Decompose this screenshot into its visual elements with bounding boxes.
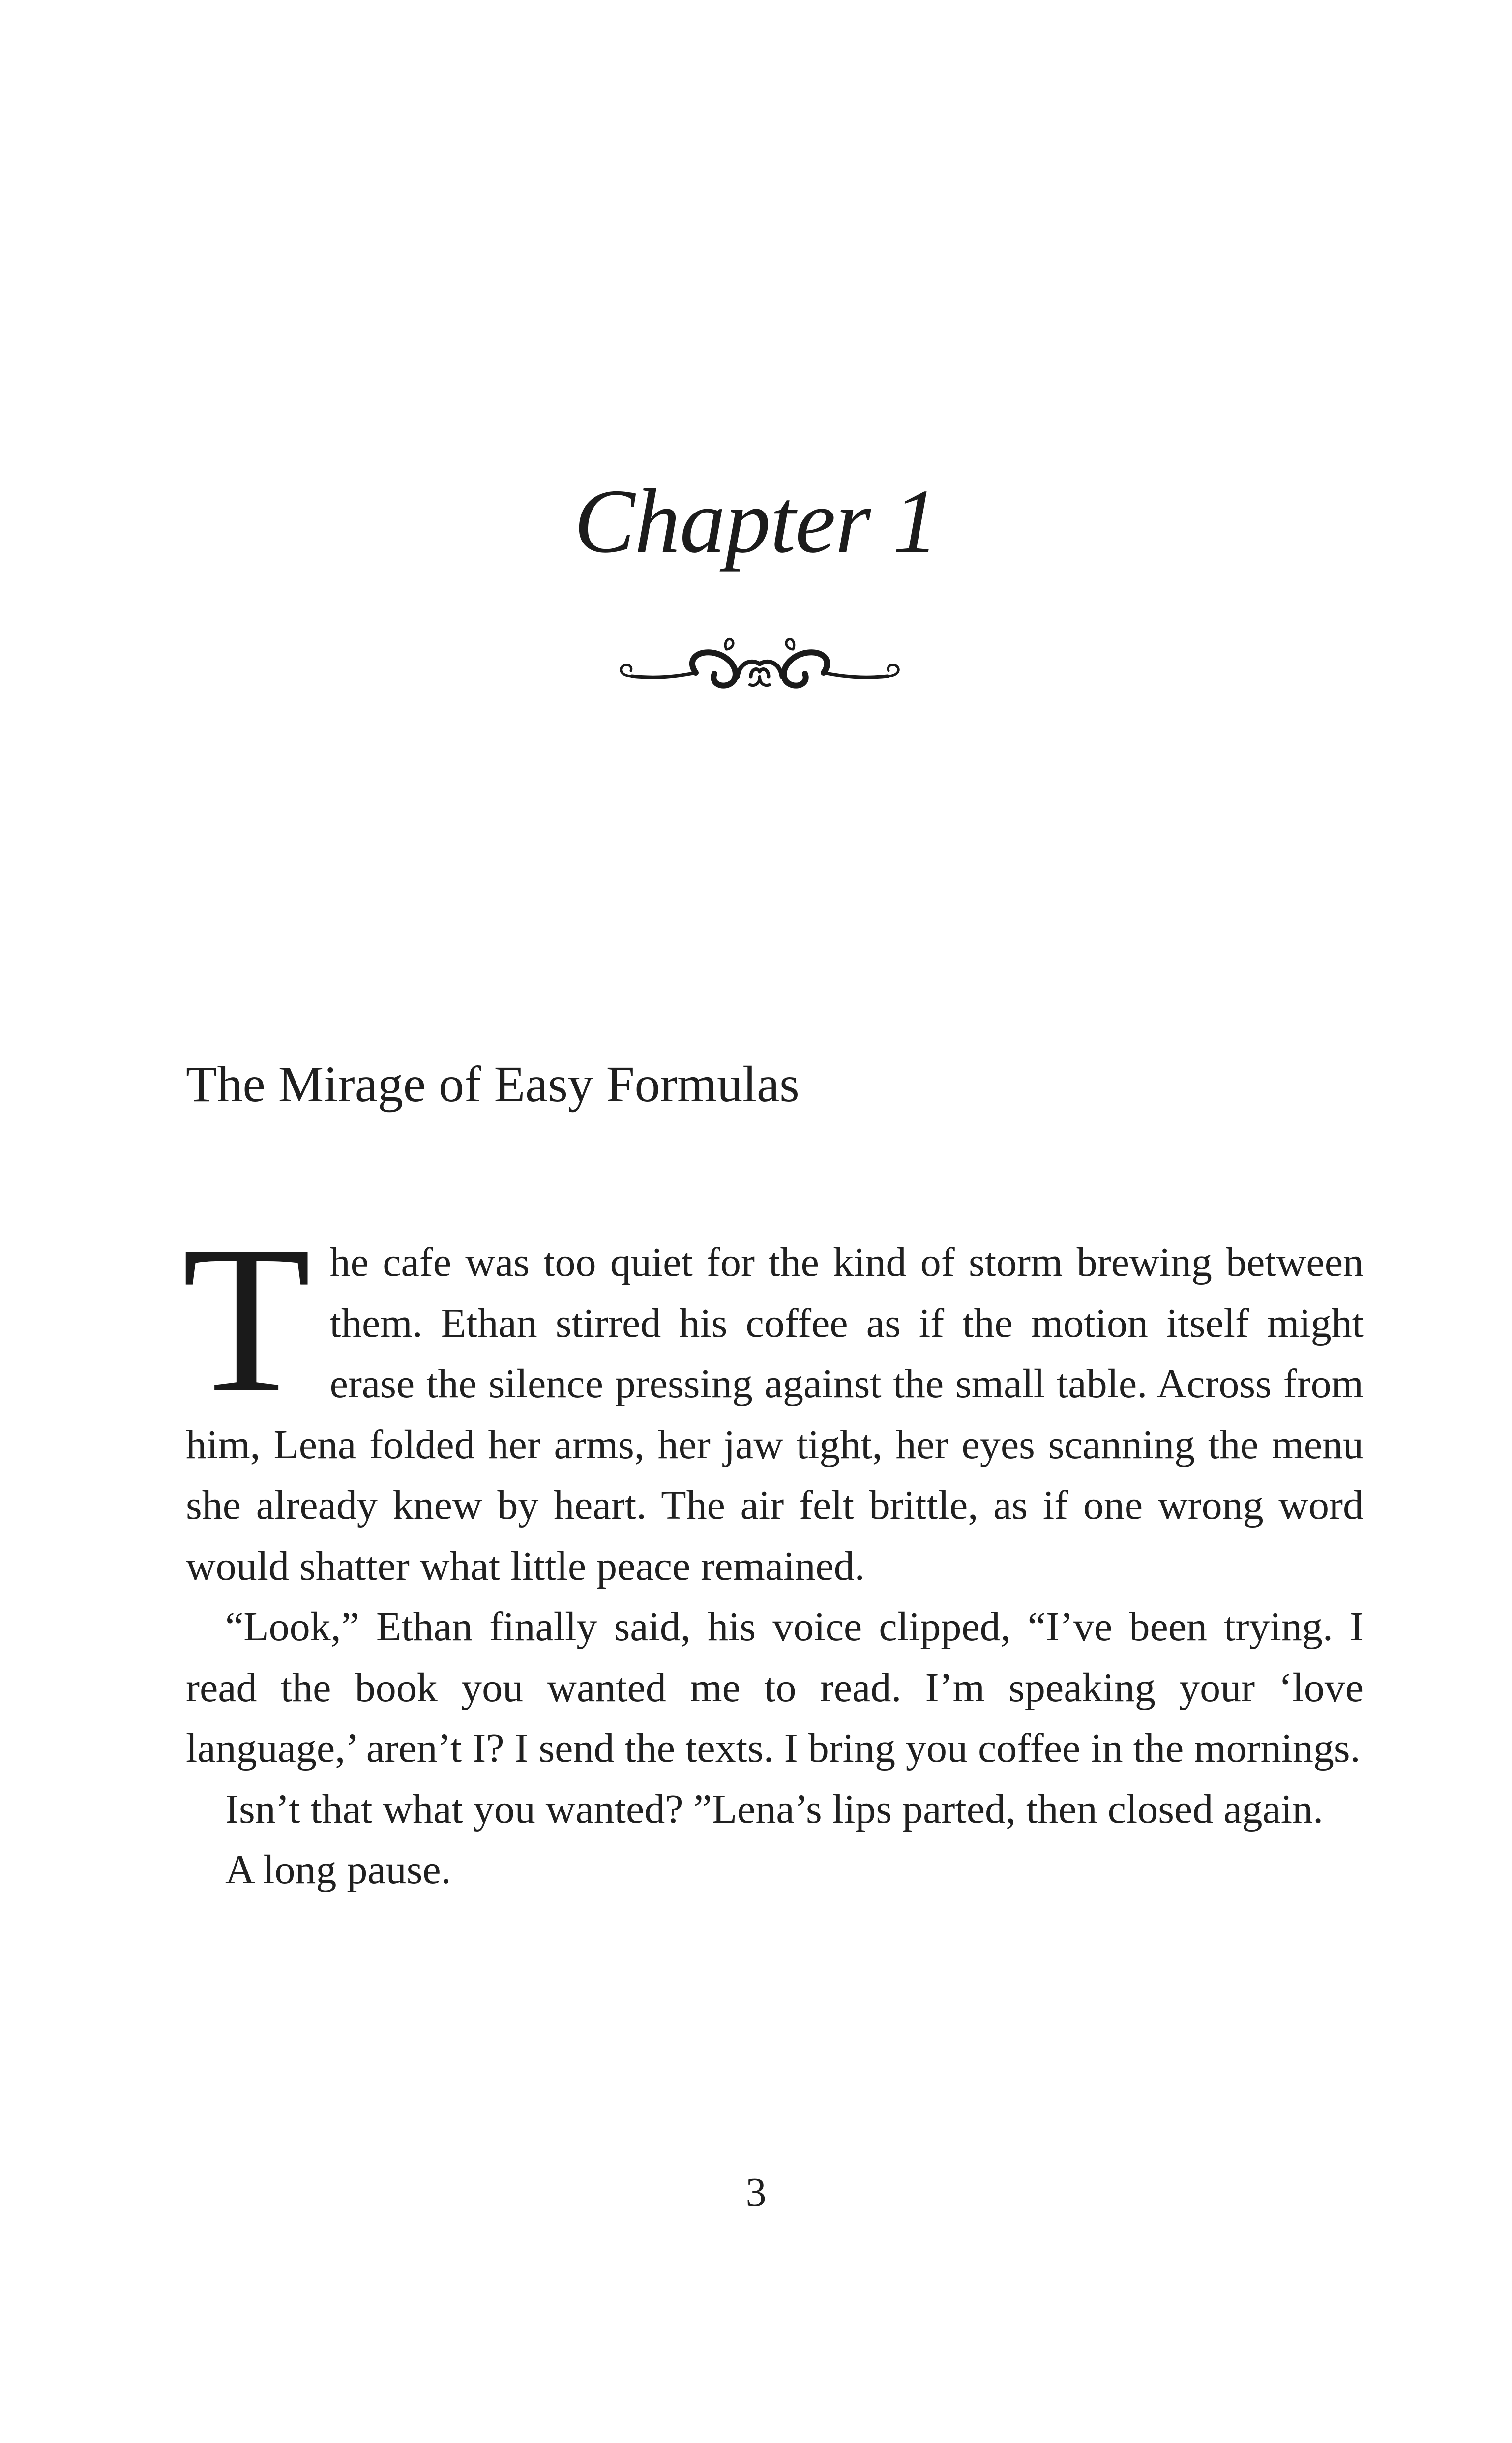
drop-cap: T <box>182 1203 311 1437</box>
page-number: 3 <box>745 2170 767 2215</box>
paragraph-2: “Look,” Ethan finally said, his voice clipped, “I’ve been trying. I read the book you wanted me to read. I’m speaking your ‘love language,’ aren’t I? I send the texts. I bring you coffee in the mornings. <box>186 1604 1364 1771</box>
paragraph-4: A long pause. <box>225 1847 451 1893</box>
paragraph-1 <box>182 1203 1364 1597</box>
chapter-body <box>182 1203 1364 1900</box>
paragraph-3: Isn’t that what you wanted? ”Lena’s lips parted, then closed again. <box>225 1786 1324 1832</box>
scroll-flourish-icon <box>612 630 907 708</box>
chapter-title: Chapter 1 <box>574 471 938 572</box>
paragraph-1-text: he cafe was too quiet for the kind of storm brewing between them. Ethan stirred his coffee as if the motion itself might erase the silence pressing against the small table. Across from him, Lena folded her arms, her jaw tight, her eyes scanning the menu she already knew by heart. The air felt brittle, as if one wrong word would shatter what little peace remained. <box>186 1239 1364 1589</box>
section-title: The Mirage of Easy Formulas <box>186 1056 800 1113</box>
